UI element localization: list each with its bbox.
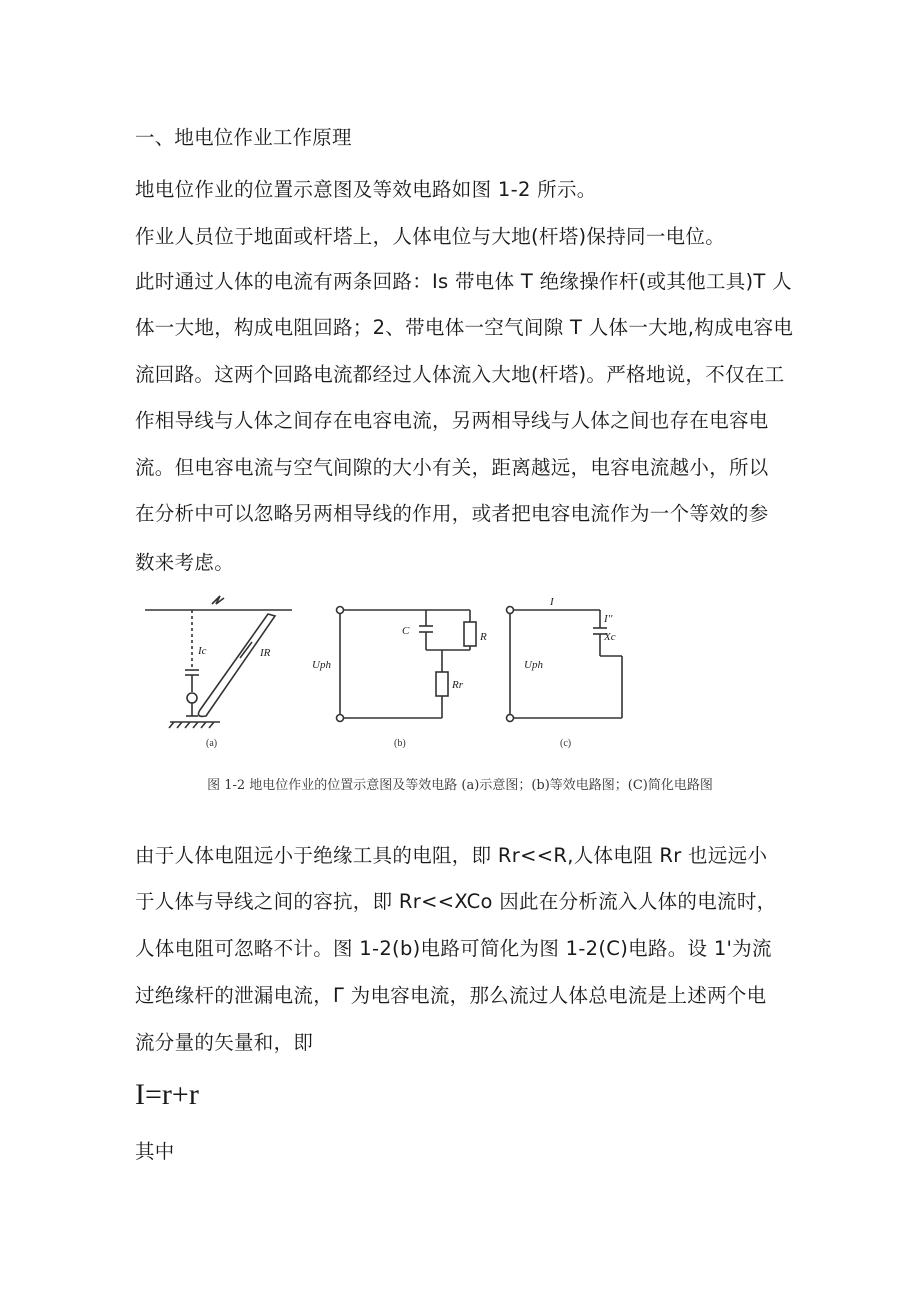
label-r: R bbox=[480, 631, 487, 643]
label-xc: Xc bbox=[604, 631, 616, 643]
label-ic: Ic bbox=[198, 645, 207, 657]
paragraph-line: 人体电阻可忽略不计。图 1-2(b)电路可简化为图 1-2(C)电路。设 1'为流 bbox=[135, 937, 772, 960]
paragraph-line: 过绝缘杆的泄漏电流，Γ 为电容电流，那么流过人体总电流是上述两个电 bbox=[135, 984, 767, 1007]
insulating-rod bbox=[198, 614, 275, 716]
paragraph-line: 流分量的矢量和，即 bbox=[135, 1031, 314, 1054]
figure-1-2 bbox=[140, 592, 790, 757]
label-uph-b: Uph bbox=[312, 659, 331, 671]
resistor-r bbox=[464, 622, 476, 646]
terminal bbox=[337, 607, 344, 614]
formula: I=r+r bbox=[135, 1078, 199, 1111]
paragraph-line: 作业人员位于地面或杆塔上，人体电位与大地(杆塔)保持同一电位。 bbox=[135, 225, 726, 248]
paragraph-line: 地电位作业的位置示意图及等效电路如图 1-2 所示。 bbox=[135, 178, 597, 201]
terminal bbox=[507, 607, 514, 614]
label-c: C bbox=[402, 625, 410, 637]
lightning-icon bbox=[212, 596, 224, 604]
terminal bbox=[337, 715, 344, 722]
paragraph-line: 作相导线与人体之间存在电容电流，另两相导线与人体之间也存在电容电 bbox=[135, 409, 769, 432]
section-heading: 一、地电位作业工作原理 bbox=[135, 126, 352, 149]
label-b: (b) bbox=[394, 738, 406, 749]
label-a: (a) bbox=[206, 738, 218, 749]
paragraph-line: 流。但电容电流与空气间隙的大小有关，距离越远，电容电流越小，所以 bbox=[135, 456, 769, 479]
paragraph-line: 流回路。这两个回路电流都经过人体流入大地(杆塔)。严格地说，不仅在工 bbox=[135, 363, 785, 386]
paragraph-line: 于人体与导线之间的容抗，即 Rr<<XCo 因此在分析流入人体的电流时， bbox=[135, 890, 777, 913]
paragraph-line: 由于人体电阻远小于绝缘工具的电阻，即 Rr<<R,人体电阻 Rr 也远远小 bbox=[135, 844, 768, 867]
label-i: I bbox=[550, 596, 554, 608]
circuit-diagram bbox=[140, 592, 790, 757]
label-ic-prime: I'' bbox=[604, 613, 613, 625]
label-rr: Rr bbox=[452, 679, 463, 691]
paragraph-line: 在分析中可以忽略另两相导线的作用，或者把电容电流作为一个等效的参 bbox=[135, 502, 769, 525]
label-uph-c: Uph bbox=[524, 659, 543, 671]
paragraph-line: 其中 bbox=[135, 1140, 175, 1163]
label-c-panel: (c) bbox=[560, 738, 572, 749]
figure-caption: 图 1-2 地电位作业的位置示意图及等效电路 (a)示意图；(b)等效电路图；(C)简化电路图 bbox=[207, 778, 713, 793]
paragraph-line: 体一大地，构成电阻回路；2、带电体一空气间隙 T 人体一大地,构成电容电 bbox=[135, 316, 794, 339]
person-icon bbox=[187, 693, 197, 703]
paragraph-line: 此时通过人体的电流有两条回路：Is 带电体 T 绝缘操作杆(或其他工具)T 人 bbox=[135, 270, 792, 293]
label-ir: IR bbox=[260, 647, 271, 659]
paragraph-line: 数来考虑。 bbox=[135, 551, 235, 574]
resistor-rr bbox=[436, 672, 448, 696]
terminal bbox=[507, 715, 514, 722]
